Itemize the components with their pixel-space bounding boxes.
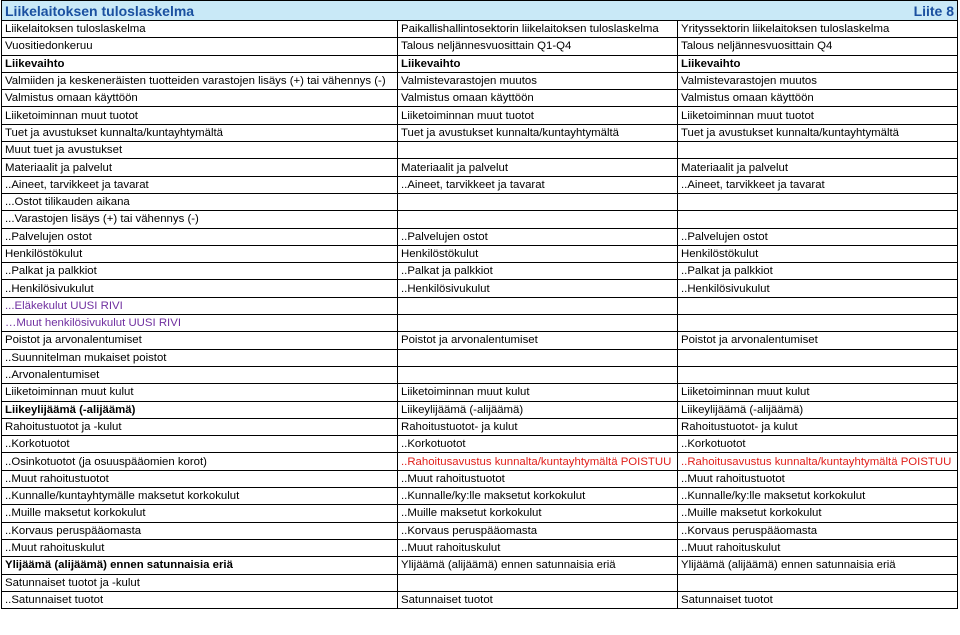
table-row xyxy=(2,470,958,487)
table-cell-col2[interactable]: Talous neljännesvuosittain Q1-Q4 xyxy=(398,38,678,55)
table-cell-col1[interactable]: ..Arvonalentumiset xyxy=(2,366,398,383)
table-cell-col2[interactable]: Tuet ja avustukset kunnalta/kuntayhtymältä xyxy=(398,124,678,141)
table-row xyxy=(2,332,958,349)
table-cell-col1[interactable]: Valmistus omaan käyttöön xyxy=(2,90,398,107)
table-cell-col3[interactable]: Yrityssektorin liikelaitoksen tuloslaskelma xyxy=(678,21,958,38)
table-cell-col1[interactable]: ..Henkilösivukulut xyxy=(2,280,398,297)
table-row xyxy=(2,245,958,262)
table-cell-col2[interactable]: Valmistevarastojen muutos xyxy=(398,72,678,89)
table-cell-col3[interactable]: Valmistus omaan käyttöön xyxy=(678,90,958,107)
table-cell-col1[interactable]: Materiaalit ja palvelut xyxy=(2,159,398,176)
table-row xyxy=(2,90,958,107)
table-cell-col1[interactable]: ..Aineet, tarvikkeet ja tavarat xyxy=(2,176,398,193)
table-cell-col2[interactable]: Liiketoiminnan muut tuotot xyxy=(398,107,678,124)
table-row xyxy=(2,72,958,89)
table-row xyxy=(2,505,958,522)
table-cell-col1[interactable]: ..Korvaus peruspääomasta xyxy=(2,522,398,539)
table-cell-col3[interactable]: Henkilöstökulut xyxy=(678,245,958,262)
table-cell-col1[interactable]: ..Kunnalle/kuntayhtymälle maksetut korkokulut xyxy=(2,488,398,505)
table-row xyxy=(2,557,958,574)
table-cell-col3[interactable] xyxy=(678,349,958,366)
table-cell-col1[interactable]: ..Osinkotuotot (ja osuuspääomien korot) xyxy=(2,453,398,470)
table-cell-col3[interactable] xyxy=(678,142,958,159)
table-cell-col2[interactable]: ..Muille maksetut korkokulut xyxy=(398,505,678,522)
table-cell-col1[interactable]: ..Suunnitelman mukaiset poistot xyxy=(2,349,398,366)
table-row xyxy=(2,401,958,418)
table-cell-col1[interactable]: Rahoitustuotot ja -kulut xyxy=(2,418,398,435)
table-cell-col1[interactable]: ...Eläkekulut UUSI RIVI xyxy=(2,297,398,314)
table-cell-col1[interactable]: ..Muille maksetut korkokulut xyxy=(2,505,398,522)
table-cell-col3[interactable]: ..Kunnalle/ky:lle maksetut korkokulut xyxy=(678,488,958,505)
table-cell-col1[interactable]: Liiketoiminnan muut tuotot xyxy=(2,107,398,124)
table-cell-col2[interactable]: Rahoitustuotot- ja kulut xyxy=(398,418,678,435)
table-cell-col1[interactable]: …Muut henkilösivukulut UUSI RIVI xyxy=(2,315,398,332)
table-cell-col3[interactable]: ..Aineet, tarvikkeet ja tavarat xyxy=(678,176,958,193)
table-cell-col3[interactable]: Valmistevarastojen muutos xyxy=(678,72,958,89)
table-cell-col1[interactable]: Liikeylijäämä (-alijäämä) xyxy=(2,401,398,418)
table-cell-col2[interactable]: ..Korkotuotot xyxy=(398,436,678,453)
table-row xyxy=(2,107,958,124)
table-cell-col3[interactable] xyxy=(678,574,958,591)
table-cell-col1[interactable]: ..Palkat ja palkkiot xyxy=(2,263,398,280)
table-row xyxy=(2,522,958,539)
sheet-title: Liikelaitoksen tuloslaskelma xyxy=(5,2,195,19)
table-cell-col1[interactable]: ...Ostot tilikauden aikana xyxy=(2,193,398,210)
table-row xyxy=(2,539,958,556)
table-cell-col2[interactable]: ..Aineet, tarvikkeet ja tavarat xyxy=(398,176,678,193)
table-row xyxy=(2,228,958,245)
table-cell-col2[interactable]: Materiaalit ja palvelut xyxy=(398,159,678,176)
table-cell-col2[interactable] xyxy=(398,315,678,332)
table-cell-col3[interactable]: Satunnaiset tuotot xyxy=(678,591,958,608)
table-cell-col2[interactable]: Henkilöstökulut xyxy=(398,245,678,262)
table-row xyxy=(2,436,958,453)
table-row xyxy=(2,384,958,401)
table-cell-col3[interactable]: ..Rahoitusavustus kunnalta/kuntayhtymältä POISTUU xyxy=(678,453,958,470)
table-cell-col3[interactable]: Tuet ja avustukset kunnalta/kuntayhtymältä xyxy=(678,124,958,141)
table-row xyxy=(2,453,958,470)
table-cell-col3[interactable] xyxy=(678,297,958,314)
table-cell-col1[interactable]: Liiketoiminnan muut kulut xyxy=(2,384,398,401)
table-row xyxy=(2,591,958,608)
table-row xyxy=(2,159,958,176)
table-cell-col2[interactable]: Poistot ja arvonalentumiset xyxy=(398,332,678,349)
table-cell-col3[interactable]: Liiketoiminnan muut tuotot xyxy=(678,107,958,124)
table-cell-col3[interactable] xyxy=(678,211,958,228)
table-cell-col1[interactable]: Muut tuet ja avustukset xyxy=(2,142,398,159)
table-cell-col1[interactable]: ..Korkotuotot xyxy=(2,436,398,453)
table-cell-col3[interactable]: Rahoitustuotot- ja kulut xyxy=(678,418,958,435)
table-row xyxy=(2,263,958,280)
table-cell-col1[interactable]: ..Palvelujen ostot xyxy=(2,228,398,245)
table-cell-col3[interactable] xyxy=(678,366,958,383)
table-row xyxy=(2,211,958,228)
table-cell-col1[interactable]: Liikelaitoksen tuloslaskelma xyxy=(2,21,398,38)
table-cell-col3[interactable]: Ylijäämä (alijäämä) ennen satunnaisia eriä xyxy=(678,557,958,574)
table-cell-col3[interactable]: Poistot ja arvonalentumiset xyxy=(678,332,958,349)
table-cell-col3[interactable]: Materiaalit ja palvelut xyxy=(678,159,958,176)
table-cell-col1[interactable]: Valmiiden ja keskeneräisten tuotteiden varastojen lisäys (+) tai vähennys (-) xyxy=(2,72,398,89)
table-row xyxy=(2,55,958,72)
table-cell-col2[interactable]: ..Kunnalle/ky:lle maksetut korkokulut xyxy=(398,488,678,505)
table-cell-col2[interactable]: ..Palkat ja palkkiot xyxy=(398,263,678,280)
table-cell-col1[interactable]: Vuositiedonkeruu xyxy=(2,38,398,55)
table-row xyxy=(2,315,958,332)
table-cell-col1[interactable]: ...Varastojen lisäys (+) tai vähennys (-) xyxy=(2,211,398,228)
table-cell-col3[interactable] xyxy=(678,193,958,210)
table-cell-col2[interactable] xyxy=(398,193,678,210)
table-cell-col2[interactable] xyxy=(398,297,678,314)
table-cell-col3[interactable]: ..Palvelujen ostot xyxy=(678,228,958,245)
table-cell-col3[interactable]: ..Korkotuotot xyxy=(678,436,958,453)
table-cell-col3[interactable]: Talous neljännesvuosittain Q4 xyxy=(678,38,958,55)
table-cell-col2[interactable] xyxy=(398,574,678,591)
table-cell-col1[interactable]: ..Muut rahoitustuotot xyxy=(2,470,398,487)
title-cell[interactable] xyxy=(2,1,958,21)
table-cell-col1[interactable]: Ylijäämä (alijäämä) ennen satunnaisia eriä xyxy=(2,557,398,574)
table-cell-col1[interactable]: ..Muut rahoituskulut xyxy=(2,539,398,556)
table-cell-col3[interactable]: Liikeylijäämä (-alijäämä) xyxy=(678,401,958,418)
income-statement-table xyxy=(1,0,958,609)
table-cell-col2[interactable] xyxy=(398,366,678,383)
table-cell-col3[interactable]: Liiketoiminnan muut kulut xyxy=(678,384,958,401)
table-cell-col2[interactable]: Liikevaihto xyxy=(398,55,678,72)
table-row xyxy=(2,176,958,193)
table-cell-col2[interactable] xyxy=(398,349,678,366)
table-cell-col2[interactable]: ..Korvaus peruspääomasta xyxy=(398,522,678,539)
table-cell-col2[interactable]: ..Muut rahoituskulut xyxy=(398,539,678,556)
table-row xyxy=(2,38,958,55)
table-cell-col3[interactable]: ..Henkilösivukulut xyxy=(678,280,958,297)
table-cell-col2[interactable] xyxy=(398,211,678,228)
appendix-label: Liite 8 xyxy=(913,2,955,19)
table-cell-col3[interactable]: Liikevaihto xyxy=(678,55,958,72)
table-cell-col1[interactable]: ..Satunnaiset tuotot xyxy=(2,591,398,608)
table-row xyxy=(2,21,958,38)
table-cell-col2[interactable]: Liikeylijäämä (-alijäämä) xyxy=(398,401,678,418)
table-row xyxy=(2,574,958,591)
table-cell-col3[interactable]: ..Korvaus peruspääomasta xyxy=(678,522,958,539)
table-cell-col2[interactable]: ..Henkilösivukulut xyxy=(398,280,678,297)
table-cell-col1[interactable]: Henkilöstökulut xyxy=(2,245,398,262)
table-cell-col2[interactable] xyxy=(398,142,678,159)
table-row xyxy=(2,366,958,383)
table-cell-col3[interactable]: ..Muut rahoituskulut xyxy=(678,539,958,556)
table-cell-col2[interactable]: Paikallishallintosektorin liikelaitoksen tuloslaskelma xyxy=(398,21,678,38)
table-cell-col1[interactable]: Satunnaiset tuotot ja -kulut xyxy=(2,574,398,591)
table-cell-col1[interactable]: Poistot ja arvonalentumiset xyxy=(2,332,398,349)
table-cell-col1[interactable]: Liikevaihto xyxy=(2,55,398,72)
table-cell-col3[interactable]: ..Muut rahoitustuotot xyxy=(678,470,958,487)
table-cell-col2[interactable]: ..Rahoitusavustus kunnalta/kuntayhtymältä POISTUU xyxy=(398,453,678,470)
table-row xyxy=(2,349,958,366)
table-row xyxy=(2,193,958,210)
table-cell-col2[interactable]: ..Muut rahoitustuotot xyxy=(398,470,678,487)
table-row xyxy=(2,124,958,141)
table-cell-col2[interactable]: Ylijäämä (alijäämä) ennen satunnaisia eriä xyxy=(398,557,678,574)
table-cell-col3[interactable]: ..Muille maksetut korkokulut xyxy=(678,505,958,522)
table-row xyxy=(2,297,958,314)
table-row xyxy=(2,488,958,505)
table-cell-col1[interactable]: Tuet ja avustukset kunnalta/kuntayhtymältä xyxy=(2,124,398,141)
table-cell-col3[interactable]: ..Palkat ja palkkiot xyxy=(678,263,958,280)
table-cell-col2[interactable]: Satunnaiset tuotot xyxy=(398,591,678,608)
title-row xyxy=(2,1,958,21)
table-cell-col3[interactable] xyxy=(678,315,958,332)
table-row xyxy=(2,418,958,435)
table-row xyxy=(2,280,958,297)
table-cell-col2[interactable]: Liiketoiminnan muut kulut xyxy=(398,384,678,401)
table-cell-col2[interactable]: ..Palvelujen ostot xyxy=(398,228,678,245)
table-row xyxy=(2,142,958,159)
table-cell-col2[interactable]: Valmistus omaan käyttöön xyxy=(398,90,678,107)
